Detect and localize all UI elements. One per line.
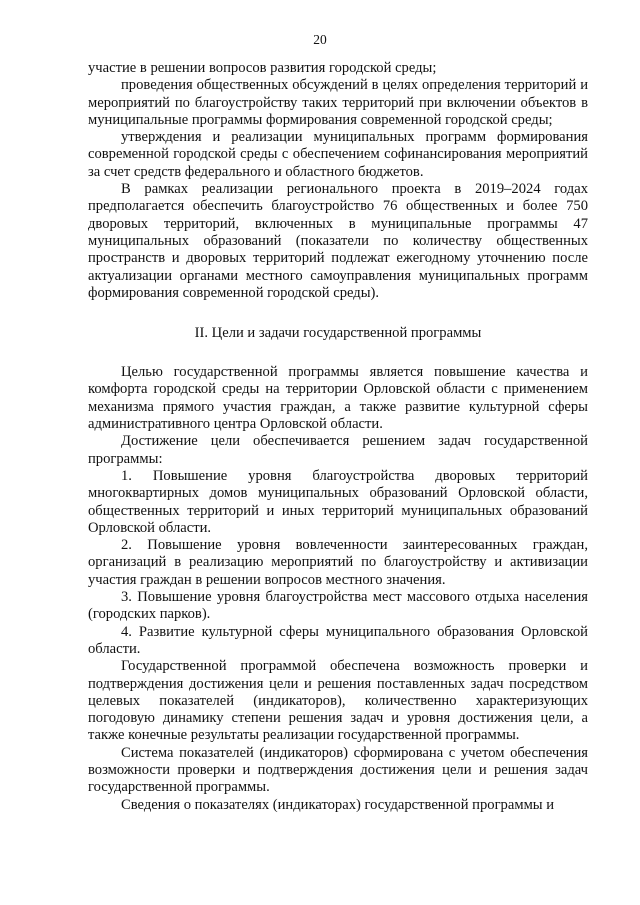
body-text [88,60,588,814]
page-number: 20 [313,32,327,47]
task-item: 3. Повышение уровня благоустройства мест массового отдыха населения (городских парков). [88,589,588,623]
task-item: 2. Повышение уровня вовлеченности заинтересованных граждан, организаций в реализацию мероприятий по благоустройству и активизации участия граждан в решении вопросов местного значения. [88,537,588,588]
task-item: 4. Развитие культурной сферы муниципального образования Орловской области. [88,623,588,657]
paragraph: участие в решении вопросов развития городской среды; [88,60,437,76]
paragraph: утверждения и реализации муниципальных программ формирования современной городской среды с обеспечением софинансирования мероприятий за счет средств федерального и областного бюджетов. [88,129,588,180]
paragraph: Система показателей (индикаторов) сформирована с учетом обеспечения возможности проверки и подтверждения достижения цели и решения задач государственной программы. [88,744,588,796]
paragraph: Целью государственной программы является повышение качества и комфорта городской среды на территории Орловской области с применением механизма прямого участия граждан, а также развитие культурной сферы административного центра Орловской области. [88,364,588,433]
task-item: 1. Повышение уровня благоустройства дворовых территорий многоквартирных домов муниципальных образований Орловской области, общественных территорий и иных территорий муниципальных образований Орловской области. [88,467,588,536]
paragraph: Достижение цели обеспечивается решением задач государственной программы: [88,433,588,467]
paragraph: проведения общественных обсуждений в целях определения территорий и мероприятий по благоустройству таких территорий при включении объектов в муниципальные программы формирования современной городской среды; [88,77,588,128]
paragraph: В рамках реализации регионального проекта в 2019–2024 годах предполагается обеспечить благоустройство 76 общественных и более 750 дворовых территорий, включенных в муниципальные программы 47 муниципальных образований (показатели по количеству общественных пространств и дворовых территорий подлежат ежегодному уточнению после актуализации органами местного самоуправления муниципальных программ формирования современной городской среды). [88,181,588,301]
paragraph: Сведения о показателях (индикаторах) государственной программы и [121,796,555,813]
paragraph: Государственной программой обеспечена возможность проверки и подтверждения достижения цели и решения поставленных задач посредством целевых показателей (индикаторов), количественно характеризующих погодовую динамику степени решения задач и уровня достижения цели, а также конечные результаты реализации государственной программы. [88,658,588,744]
section-heading: II. Цели и задачи государственной программы [194,325,482,342]
